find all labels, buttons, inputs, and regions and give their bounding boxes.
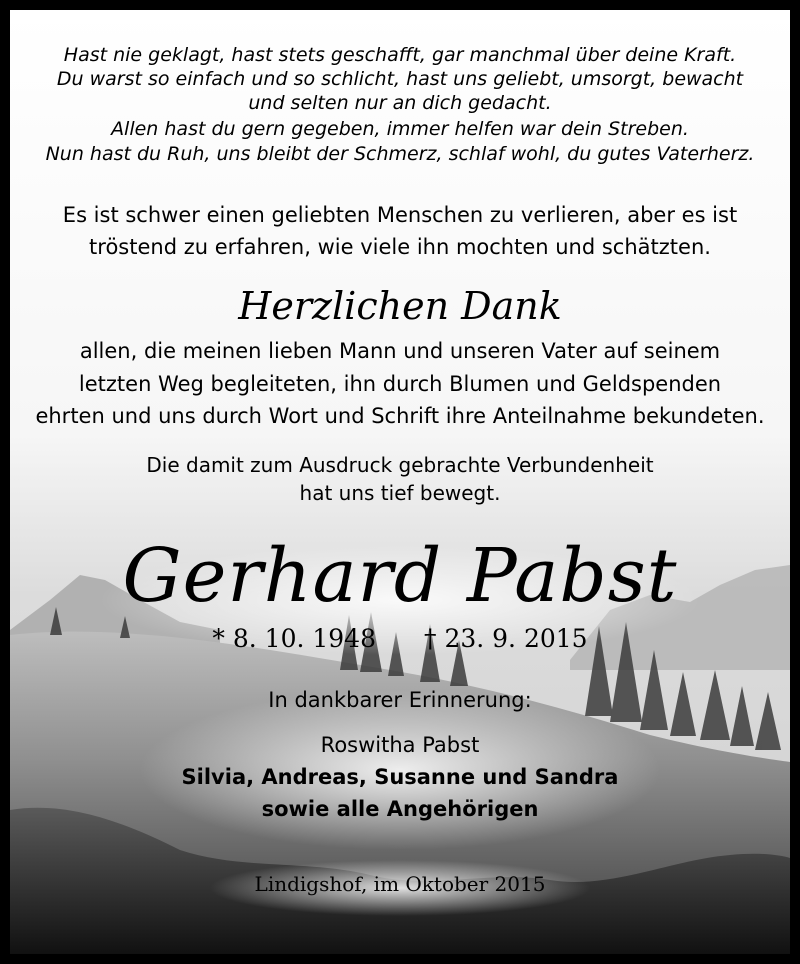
remembrance-label: In dankbarer Erinnerung: bbox=[268, 688, 532, 712]
mourner-line: sowie alle Angehörigen bbox=[261, 797, 539, 821]
thanks-line: letzten Weg begleiteten, ihn durch Blumen und Geldspenden bbox=[78, 372, 722, 396]
solidarity-line: Die damit zum Ausdruck gebrachte Verbundenheit bbox=[146, 453, 654, 477]
poem-line: Hast nie geklagt, hast stets geschafft, gar manchmal über deine Kraft. bbox=[63, 44, 737, 66]
poem-line: Nun hast du Ruh, uns bleibt der Schmerz, schlaf wohl, du gutes Vaterherz. bbox=[45, 143, 755, 165]
solidarity-line: hat uns tief bewegt. bbox=[299, 481, 501, 505]
poem-line: und selten nur an dich gedacht. bbox=[248, 92, 552, 114]
birth-date: * 8. 10. 1948 bbox=[212, 624, 376, 653]
place-date: Lindigshof, im Oktober 2015 bbox=[254, 872, 546, 896]
deceased-name: Gerhard Pabst bbox=[122, 533, 678, 619]
mourner-line: Silvia, Andreas, Susanne und Sandra bbox=[181, 765, 619, 789]
intro-line: Es ist schwer einen geliebten Menschen zu verlieren, aber es ist bbox=[62, 203, 738, 227]
poem-line: Allen hast du gern gegeben, immer helfen war dein Streben. bbox=[111, 118, 689, 140]
thanks-heading: Herzlichen Dank bbox=[238, 284, 562, 328]
death-date: † 23. 9. 2015 bbox=[424, 624, 588, 653]
intro-line: tröstend zu erfahren, wie viele ihn mochten und schätzten. bbox=[89, 235, 711, 259]
life-dates bbox=[10, 623, 790, 655]
thanks-line: allen, die meinen lieben Mann und unseren Vater auf seinem bbox=[79, 339, 721, 363]
thanks-line: ehrten und uns durch Wort und Schrift ihre Anteilnahme bekundeten. bbox=[35, 404, 765, 428]
poem-line: Du warst so einfach und so schlicht, hast uns geliebt, umsorgt, bewacht bbox=[56, 68, 744, 90]
mourner-line: Roswitha Pabst bbox=[320, 733, 480, 757]
